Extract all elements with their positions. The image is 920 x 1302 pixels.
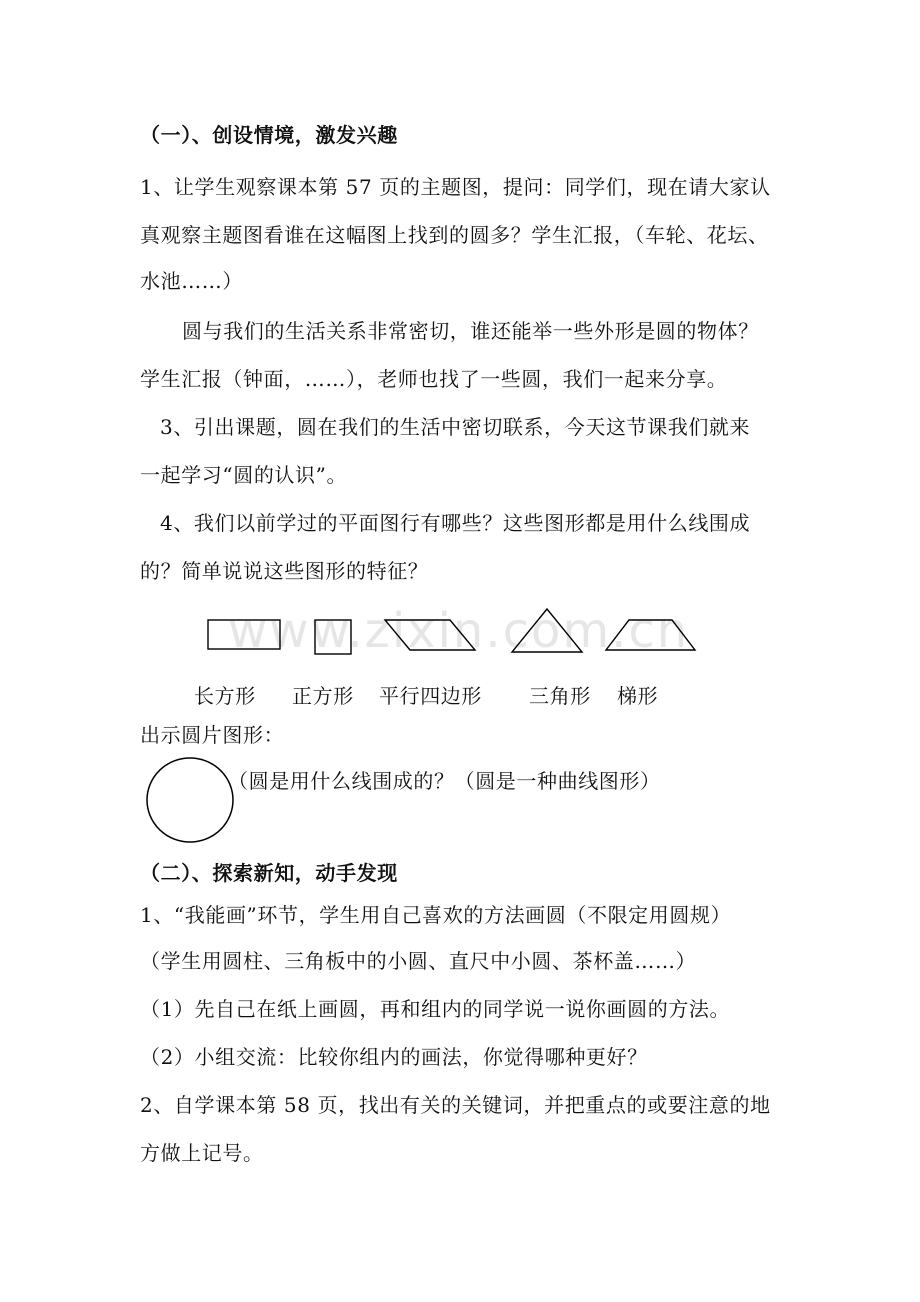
s2-item1-line4: （2）小组交流：比较你组内的画法，你觉得哪种更好？ [140, 1045, 648, 1069]
label-trapezoid: 梯形 [617, 684, 659, 708]
label-parallelogram: 平行四边形 [379, 684, 482, 708]
item3-line1: 3、引出课题，圆在我们的生活中密切联系，今天这节课我们就来 [160, 415, 751, 439]
label-triangle: 三角形 [529, 684, 591, 708]
item3-line2: 一起学习“圆的认识”。 [140, 463, 348, 487]
s2-item1-line3: （1）先自己在纸上画圆，再和组内的同学说一说你画圆的方法。 [140, 997, 731, 1021]
item1-line3: 水池……） [140, 269, 243, 293]
label-square: 正方形 [292, 684, 354, 708]
watermark: www.zixin.com.cn [228, 603, 690, 659]
circle-shape [147, 758, 233, 842]
circle-intro: 出示圆片图形： [140, 723, 285, 747]
item4-line1: 4、我们以前学过的平面图行有哪些？这些图形都是用什么线围成 [160, 511, 751, 535]
square-shape [315, 620, 351, 654]
rectangle-shape [208, 620, 280, 649]
s2-item1-line1: 1、“我能画”环节，学生用自己喜欢的方法画圆（不限定用圆规） [140, 903, 732, 927]
item1-line2: 真观察主题图看谁在这幅图上找到的圆多？学生汇报，（车轮、花坛、 [140, 223, 769, 247]
triangle-shape [512, 609, 582, 652]
para2-line1: 圆与我们的生活关系非常密切，谁还能举一些外形是圆的物体？ [182, 319, 759, 343]
item1-line1: 1、让学生观察课本第 57 页的主题图，提问：同学们，现在请大家认 [140, 175, 771, 199]
s2-item2-line2: 方做上记号。 [140, 1141, 264, 1165]
label-rectangle: 长方形 [194, 684, 256, 708]
parallelogram-shape [385, 620, 475, 650]
section2-heading: （二）、探索新知，动手发现 [140, 861, 398, 885]
circle-note: （圆是用什么线围成的？（圆是一种曲线图形） [228, 769, 661, 793]
para2-line2: 学生汇报（钟面，……），老师也找了一些圆，我们一起来分享。 [140, 367, 728, 391]
section1-heading: （一）、创设情境，激发兴趣 [140, 123, 398, 147]
s2-item1-line2: （学生用圆柱、三角板中的小圆、直尺中小圆、茶杯盖……） [140, 949, 697, 973]
item4-line2: 的？简单说说这些图形的特征？ [140, 559, 429, 583]
s2-item2-line1: 2、自学课本第 58 页，找出有关的关键词，并把重点的或要注意的地 [140, 1093, 771, 1117]
trapezoid-shape [606, 620, 695, 650]
